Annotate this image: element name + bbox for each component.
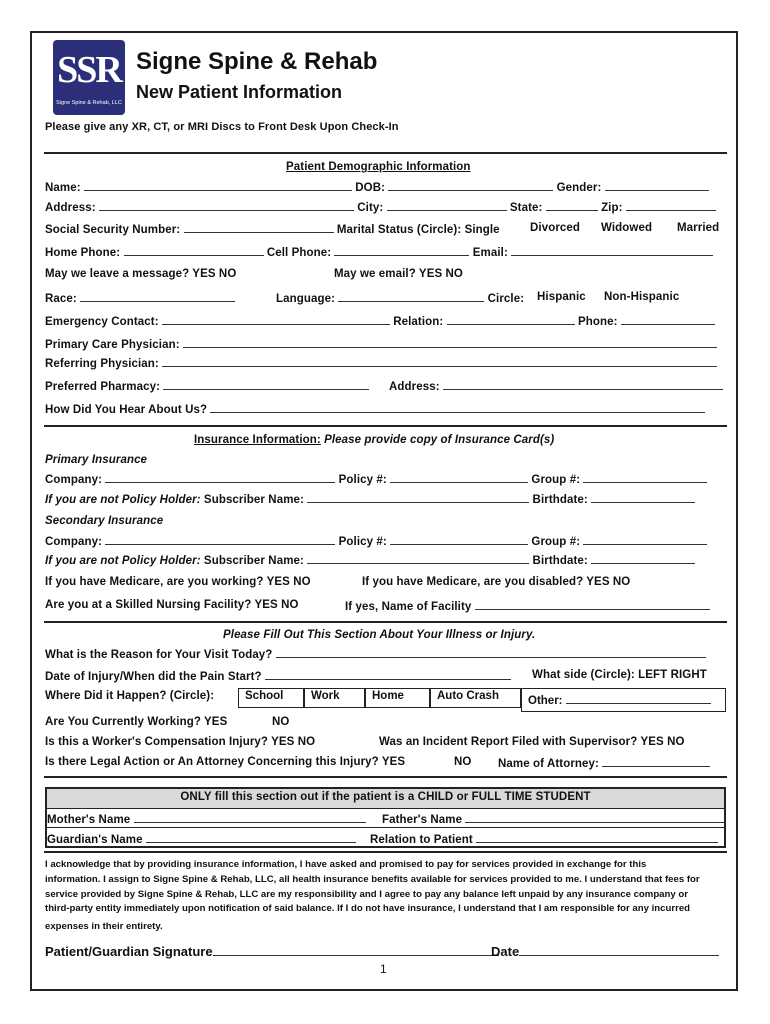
company-label: Company: bbox=[45, 474, 103, 486]
emergency-label: Emergency Contact: bbox=[45, 316, 159, 328]
dob-label: DOB: bbox=[355, 182, 386, 194]
ack-line-1: I acknowledge that by providing insurance information, I have asked and promised to pay for services provided in exchange for this bbox=[45, 859, 647, 870]
signature-field[interactable] bbox=[213, 944, 499, 956]
legal-action[interactable]: Is there Legal Action or An Attorney Concerning this Injury? YES bbox=[45, 756, 406, 768]
group-label: Group #: bbox=[531, 536, 581, 548]
logo-mark: SSR bbox=[57, 49, 121, 91]
subscriber-label: Subscriber Name: bbox=[203, 555, 304, 567]
disc-notice: Please give any XR, CT, or MRI Discs to Front Desk Upon Check-In bbox=[45, 121, 399, 133]
may-email[interactable]: May we email? YES NO bbox=[334, 268, 463, 280]
company-label: Company: bbox=[45, 536, 103, 548]
primary-group-field[interactable] bbox=[583, 472, 707, 483]
date-label: Date bbox=[491, 944, 520, 959]
ack-line-5: expenses in their entirety. bbox=[45, 921, 163, 932]
emergency-phone-label: Phone: bbox=[577, 316, 618, 328]
marital-married[interactable]: Married bbox=[677, 222, 720, 234]
secondary-group-field[interactable] bbox=[583, 534, 707, 545]
ssn-field[interactable] bbox=[184, 222, 334, 233]
referring-label: Referring Physician: bbox=[45, 358, 159, 370]
relation-label: Relation: bbox=[393, 316, 444, 328]
hear-row bbox=[45, 402, 705, 416]
primary-birthdate-field[interactable] bbox=[591, 492, 695, 503]
marital-label: Marital Status (Circle): Single bbox=[336, 224, 500, 236]
logo bbox=[53, 40, 125, 115]
child-relation-row bbox=[370, 832, 718, 846]
state-field[interactable] bbox=[546, 200, 598, 211]
secondary-subscriber-field[interactable] bbox=[307, 553, 529, 564]
secondary-company-field[interactable] bbox=[105, 534, 335, 545]
emergency-field[interactable] bbox=[162, 314, 390, 325]
subscriber-label: Subscriber Name: bbox=[203, 494, 304, 506]
email-label: Email: bbox=[472, 247, 508, 259]
secondary-birthdate-field[interactable] bbox=[591, 553, 695, 564]
referring-field[interactable] bbox=[162, 356, 717, 367]
primary-company-field[interactable] bbox=[105, 472, 335, 483]
language-field[interactable] bbox=[338, 291, 484, 302]
group-label: Group #: bbox=[531, 474, 581, 486]
divider bbox=[44, 621, 727, 623]
race-field[interactable] bbox=[80, 291, 235, 302]
divider bbox=[44, 152, 727, 154]
page-number: 1 bbox=[380, 962, 387, 976]
date-row bbox=[491, 944, 719, 959]
facility-row bbox=[345, 599, 710, 613]
zip-field[interactable] bbox=[626, 200, 716, 211]
doi-row bbox=[45, 669, 511, 683]
address-row bbox=[45, 200, 716, 214]
cell-phone-field[interactable] bbox=[334, 245, 469, 256]
attorney-row bbox=[498, 756, 710, 770]
insurance-title bbox=[194, 434, 554, 446]
pharmacy-address-field[interactable] bbox=[443, 379, 723, 390]
insurance-title-note: Please provide copy of Insurance Card(s) bbox=[324, 434, 555, 446]
illness-title: Please Fill Out This Section About Your Illness or Injury. bbox=[223, 629, 536, 641]
language-label: Language: bbox=[276, 293, 336, 305]
state-label: State: bbox=[509, 202, 543, 214]
workers-comp[interactable]: Is this a Worker's Compensation Injury? YES NO bbox=[45, 736, 316, 748]
guardian-row bbox=[47, 832, 356, 846]
ssn-label: Social Security Number: bbox=[45, 224, 181, 236]
birthdate-label: Birthdate: bbox=[532, 555, 588, 567]
child-relation-label: Relation to Patient bbox=[370, 834, 473, 846]
facility-field[interactable] bbox=[475, 599, 710, 610]
pcp-row bbox=[45, 337, 717, 351]
not-holder-label: If you are not Policy Holder: bbox=[45, 494, 201, 506]
race-label: Race: bbox=[45, 293, 77, 305]
mother-row bbox=[47, 812, 366, 826]
name-row bbox=[45, 180, 709, 194]
emergency-phone-field[interactable] bbox=[621, 314, 715, 325]
pharmacy-address-row bbox=[389, 379, 723, 393]
where-option-school[interactable]: School bbox=[238, 688, 304, 708]
other-field[interactable] bbox=[566, 693, 711, 704]
where-option-auto-crash[interactable]: Auto Crash bbox=[430, 688, 521, 708]
address-label: Address: bbox=[45, 202, 96, 214]
section-title-demographics: Patient Demographic Information bbox=[286, 161, 471, 173]
hear-field[interactable] bbox=[210, 402, 705, 413]
primary-subscriber-row bbox=[45, 492, 695, 506]
relation-field[interactable] bbox=[447, 314, 575, 325]
race-row bbox=[45, 291, 235, 305]
secondary-company-row bbox=[45, 534, 707, 548]
child-section-title: ONLY fill this section out if the patient is a CHILD or FULL TIME STUDENT bbox=[180, 791, 591, 803]
referring-row bbox=[45, 356, 717, 370]
pcp-field[interactable] bbox=[183, 337, 717, 348]
email-field[interactable] bbox=[511, 245, 713, 256]
ssn-row bbox=[45, 222, 500, 236]
policy-label: Policy #: bbox=[338, 536, 387, 548]
currently-working[interactable]: Are You Currently Working? YES bbox=[45, 716, 228, 728]
father-row bbox=[382, 812, 725, 826]
child-section-vline bbox=[47, 827, 724, 828]
secondary-subscriber-row bbox=[45, 553, 695, 567]
primary-policy-field[interactable] bbox=[390, 472, 528, 483]
pharmacy-label: Preferred Pharmacy: bbox=[45, 381, 161, 393]
pharmacy-field[interactable] bbox=[163, 379, 369, 390]
primary-insurance-heading: Primary Insurance bbox=[45, 454, 148, 466]
other-label: Other: bbox=[528, 695, 563, 707]
city-field[interactable] bbox=[387, 200, 507, 211]
ack-line-4: third-party entity immediately upon notification of said balance. If I do not have insurance, I understand that I am responsible for any incurred bbox=[45, 903, 691, 914]
address-field[interactable] bbox=[99, 200, 354, 211]
currently-working-no[interactable]: NO bbox=[272, 716, 290, 728]
where-option-work[interactable]: Work bbox=[304, 688, 365, 708]
ethnicity-hispanic[interactable]: Hispanic bbox=[537, 291, 586, 303]
mother-field[interactable] bbox=[134, 812, 366, 823]
primary-subscriber-field[interactable] bbox=[307, 492, 529, 503]
logo-subtext: Signe Spine & Rehab, LLC bbox=[56, 100, 122, 106]
dob-field[interactable] bbox=[388, 180, 553, 191]
signature-label: Patient/Guardian Signature bbox=[45, 944, 213, 959]
home-phone-field[interactable] bbox=[124, 245, 264, 256]
signature-row bbox=[45, 944, 499, 959]
reason-field[interactable] bbox=[276, 647, 706, 658]
primary-company-row bbox=[45, 472, 707, 486]
birthdate-label: Birthdate: bbox=[532, 494, 588, 506]
circle-label: Circle: bbox=[487, 293, 525, 305]
secondary-insurance-heading: Secondary Insurance bbox=[45, 515, 164, 527]
secondary-policy-field[interactable] bbox=[390, 534, 528, 545]
where-label: Where Did it Happen? (Circle): bbox=[45, 690, 215, 702]
ack-line-3: service provided by Signe Spine & Rehab, LLC are my responsibility and I agree to pay any balance left unpaid by any insurance company or bbox=[45, 889, 688, 900]
divider bbox=[44, 425, 727, 427]
attorney-label: Name of Attorney: bbox=[498, 758, 599, 770]
city-label: City: bbox=[357, 202, 384, 214]
ethnicity-non-hispanic[interactable]: Non-Hispanic bbox=[604, 291, 680, 303]
leave-message[interactable]: May we leave a message? YES NO bbox=[45, 268, 237, 280]
medicare-disabled[interactable]: If you have Medicare, are you disabled? YES NO bbox=[362, 576, 631, 588]
marital-widowed[interactable]: Widowed bbox=[601, 222, 653, 234]
where-option-other[interactable] bbox=[521, 688, 726, 712]
divider bbox=[44, 851, 727, 853]
phone-row bbox=[45, 245, 713, 259]
medicare-working[interactable]: If you have Medicare, are you working? YES NO bbox=[45, 576, 311, 588]
pharmacy-address-label: Address: bbox=[389, 381, 440, 393]
zip-label: Zip: bbox=[601, 202, 623, 214]
divider bbox=[44, 776, 727, 778]
name-field[interactable] bbox=[84, 180, 352, 191]
not-holder-label: If you are not Policy Holder: bbox=[45, 555, 201, 567]
date-field[interactable] bbox=[519, 944, 719, 956]
skilled-nursing[interactable]: Are you at a Skilled Nursing Facility? YES NO bbox=[45, 599, 299, 611]
father-field[interactable] bbox=[465, 812, 725, 823]
doc-title: New Patient Information bbox=[136, 82, 343, 102]
pcp-label: Primary Care Physician: bbox=[45, 339, 180, 351]
language-row bbox=[276, 291, 524, 305]
gender-label: Gender: bbox=[556, 182, 602, 194]
hear-label: How Did You Hear About Us? bbox=[45, 404, 208, 416]
marital-divorced[interactable]: Divorced bbox=[530, 222, 581, 234]
home-phone-label: Home Phone: bbox=[45, 247, 121, 259]
mother-label: Mother's Name bbox=[47, 814, 131, 826]
cell-phone-label: Cell Phone: bbox=[266, 247, 332, 259]
name-label: Name: bbox=[45, 182, 81, 194]
guardian-label: Guardian's Name bbox=[47, 834, 143, 846]
insurance-title-main: Insurance Information: bbox=[194, 434, 321, 446]
org-name: Signe Spine & Rehab bbox=[136, 48, 378, 75]
incident-report[interactable]: Was an Incident Report Filed with Supervisor? YES NO bbox=[379, 736, 685, 748]
reason-row bbox=[45, 647, 706, 661]
gender-field[interactable] bbox=[605, 180, 709, 191]
ack-line-2: information. I assign to Signe Spine & Rehab, LLC, all health insurance benefits available for services provided to me. I understand that fees for bbox=[45, 874, 700, 885]
facility-label: If yes, Name of Facility bbox=[345, 601, 472, 613]
policy-label: Policy #: bbox=[338, 474, 387, 486]
pharmacy-row bbox=[45, 379, 369, 393]
attorney-field[interactable] bbox=[602, 756, 710, 767]
emergency-row bbox=[45, 314, 715, 328]
guardian-field[interactable] bbox=[146, 832, 356, 843]
father-label: Father's Name bbox=[382, 814, 463, 826]
reason-label: What is the Reason for Your Visit Today? bbox=[45, 649, 273, 661]
side-circle[interactable]: What side (Circle): LEFT RIGHT bbox=[532, 669, 707, 681]
legal-action-no[interactable]: NO bbox=[454, 756, 472, 768]
where-option-home[interactable]: Home bbox=[365, 688, 430, 708]
doi-label: Date of Injury/When did the Pain Start? bbox=[45, 671, 262, 683]
doi-field[interactable] bbox=[265, 669, 511, 680]
child-relation-field[interactable] bbox=[476, 832, 718, 843]
